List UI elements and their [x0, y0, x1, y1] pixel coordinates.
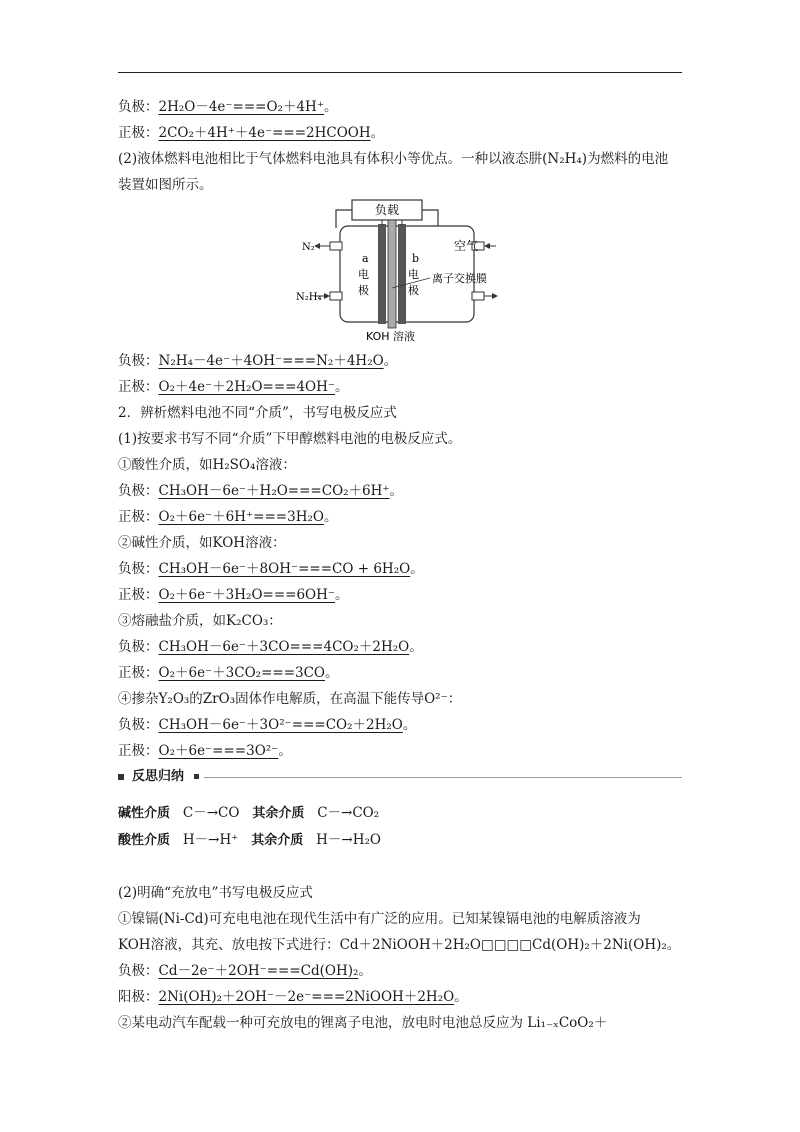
fuel-cell-diagram — [296, 198, 520, 346]
nicd-paragraph-cont: KOH溶液，其充、放电按下式进行：Cd＋2NiOOH＋2H₂O□□□□Cd(OH)₂＋2Ni(OH)₂。 — [118, 937, 681, 953]
label: 正极： — [118, 587, 159, 603]
electrode-b-char2: 极 — [408, 284, 419, 297]
section-heading-2: 2．辨析燃料电池不同“介质”，书写电极反应式 — [118, 405, 397, 421]
summary-label: 其余介质 — [252, 806, 305, 821]
equation: O₂＋4e⁻＋2H₂O===4OH⁻ — [158, 379, 336, 395]
period: 。 — [410, 561, 424, 577]
label: 负极： — [118, 717, 159, 733]
solid-electrolyte-heading: ④掺杂Y₂O₃的ZrO₃固体作电解质，在高温下能传导O²⁻： — [118, 691, 462, 707]
base-medium-heading: ②碱性介质，如KOH溶液： — [118, 535, 286, 551]
nicd-paragraph: ①镍镉(Ni-Cd)可充电电池在现代生活中有广泛的应用。已知某镍镉电池的电解质溶液为 — [118, 911, 641, 927]
period: 。 — [335, 379, 349, 395]
equation: CH₃OH－6e⁻＋H₂O===CO₂＋6H⁺ — [158, 483, 390, 499]
nicd-anode-charge — [118, 988, 468, 1006]
li-ion-paragraph: ②某电动汽车配载一种可充放电的锂离子电池，放电时电池总反应为 Li₁₋ₓCoO₂＋ — [118, 1015, 608, 1031]
period: 。 — [454, 989, 468, 1005]
period: 。 — [323, 99, 338, 115]
electrode-b-letter: b — [412, 252, 420, 265]
equation: CH₃OH－6e⁻＋8OH⁻===CO + 6H₂O — [158, 561, 411, 577]
equation: CH₃OH－6e⁻＋3CO===4CO₂＋2H₂O — [158, 639, 410, 655]
solid-anode — [118, 716, 416, 734]
period: 。 — [370, 125, 385, 141]
acid-anode — [118, 482, 403, 500]
equation: O₂＋6e⁻＋3H₂O===6OH⁻ — [158, 587, 336, 603]
equation: CH₃OH－6e⁻＋3O²⁻===CO₂＋2H₂O — [158, 717, 403, 733]
molten-anode — [118, 638, 423, 656]
label: 正极： — [118, 509, 159, 525]
period: 。 — [325, 665, 339, 681]
air-label: 空气 — [454, 239, 479, 253]
period: 。 — [335, 587, 349, 603]
label: 负极： — [118, 561, 159, 577]
period: 。 — [278, 743, 292, 759]
equation: 2Ni(OH)₂＋2OH⁻－2e⁻===2NiOOH＋2H₂O — [158, 989, 455, 1005]
load-label: 负载 — [374, 203, 400, 217]
base-cathode — [118, 586, 349, 604]
subheading-charge-discharge: (2)明确“充放电”书写电极反应式 — [118, 885, 313, 901]
label: 正极： — [118, 379, 159, 395]
period: 。 — [409, 639, 423, 655]
equation: Cd－2e⁻＋2OH⁻===Cd(OH)₂ — [158, 963, 359, 979]
reflection-summary-bar — [118, 768, 682, 788]
period: 。 — [383, 353, 398, 369]
equation: 2CO₂＋4H⁺＋4e⁻===2HCOOH — [158, 125, 371, 141]
membrane-label: 离子交换膜 — [432, 272, 487, 285]
summary-label: 其余介质 — [251, 833, 304, 848]
label: 正极： — [118, 743, 159, 759]
paragraph-liquid-fuel-cell-cont: 装置如图所示。 — [118, 177, 213, 193]
anode-equation-1 — [118, 98, 337, 116]
subheading-1: (1)按要求书写不同“介质”下甲醇燃料电池的电极反应式。 — [118, 431, 462, 447]
cathode-equation-1 — [118, 124, 384, 142]
section-divider — [204, 777, 682, 778]
summary-rule: C－→CO — [182, 805, 240, 821]
electrode-b — [398, 224, 406, 324]
summary-label: 碱性介质 — [118, 806, 171, 821]
ion-exchange-membrane — [388, 220, 396, 328]
summary-label: 酸性介质 — [118, 833, 171, 848]
label: 阳极： — [118, 989, 159, 1005]
period: 。 — [389, 483, 404, 499]
base-anode — [118, 560, 424, 578]
summary-rule: C－→CO₂ — [317, 805, 380, 821]
electrode-a-letter: a — [362, 252, 369, 265]
label: 负极： — [118, 639, 159, 655]
label: 负极： — [118, 353, 159, 369]
label: 正极： — [118, 665, 159, 681]
solid-cathode — [118, 742, 292, 760]
cathode-equation-2 — [118, 378, 349, 396]
label: 负极： — [118, 483, 159, 499]
period: 。 — [358, 963, 372, 979]
bullet-square-small — [194, 774, 199, 779]
summary-rule: H－→H⁺ — [182, 832, 239, 848]
acid-cathode — [118, 508, 337, 526]
molten-cathode — [118, 664, 339, 682]
equation: O₂＋6e⁻＋6H⁺===3H₂O — [158, 509, 324, 525]
electrode-a — [378, 224, 386, 324]
period: 。 — [323, 509, 338, 525]
acid-medium-heading: ①酸性介质，如H₂SO₄溶液： — [118, 457, 296, 473]
paragraph-liquid-fuel-cell: (2)液体燃料电池相比于气体燃料电池具有体积小等优点。一种以液态肼(N₂H₄)为燃料的电池 — [118, 151, 669, 167]
electrode-a-char1: 电 — [358, 268, 369, 281]
electrode-a-char2: 极 — [358, 284, 369, 297]
electrode-b-char1: 电 — [408, 268, 419, 281]
anode-equation-2 — [118, 352, 397, 370]
summary-row-basic — [118, 804, 379, 823]
summary-row-acidic — [118, 831, 381, 850]
equation: 2H₂O－4e⁻===O₂＋4H⁺ — [158, 99, 324, 115]
label: 正极： — [118, 125, 159, 141]
equation: N₂H₄－4e⁻＋4OH⁻===N₂＋4H₂O — [158, 353, 384, 369]
koh-solution-label: KOH 溶液 — [366, 330, 416, 343]
molten-salt-heading: ③熔融盐介质，如K₂CO₃： — [118, 613, 282, 629]
equation: O₂＋6e⁻＋3CO₂===3CO — [158, 665, 326, 681]
label: 负极： — [118, 99, 159, 115]
n2h4-label: N₂H₄ — [296, 292, 322, 303]
summary-rule: H－→H₂O — [316, 832, 381, 848]
equation: O₂＋6e⁻===3O²⁻ — [158, 743, 279, 759]
label: 负极： — [118, 963, 159, 979]
period: 。 — [402, 717, 417, 733]
n2-label: N₂ — [302, 242, 315, 253]
header-rule — [118, 72, 682, 73]
bullet-square — [118, 774, 124, 780]
section-title: 反思归纳 — [132, 769, 185, 784]
nicd-anode — [118, 962, 372, 980]
